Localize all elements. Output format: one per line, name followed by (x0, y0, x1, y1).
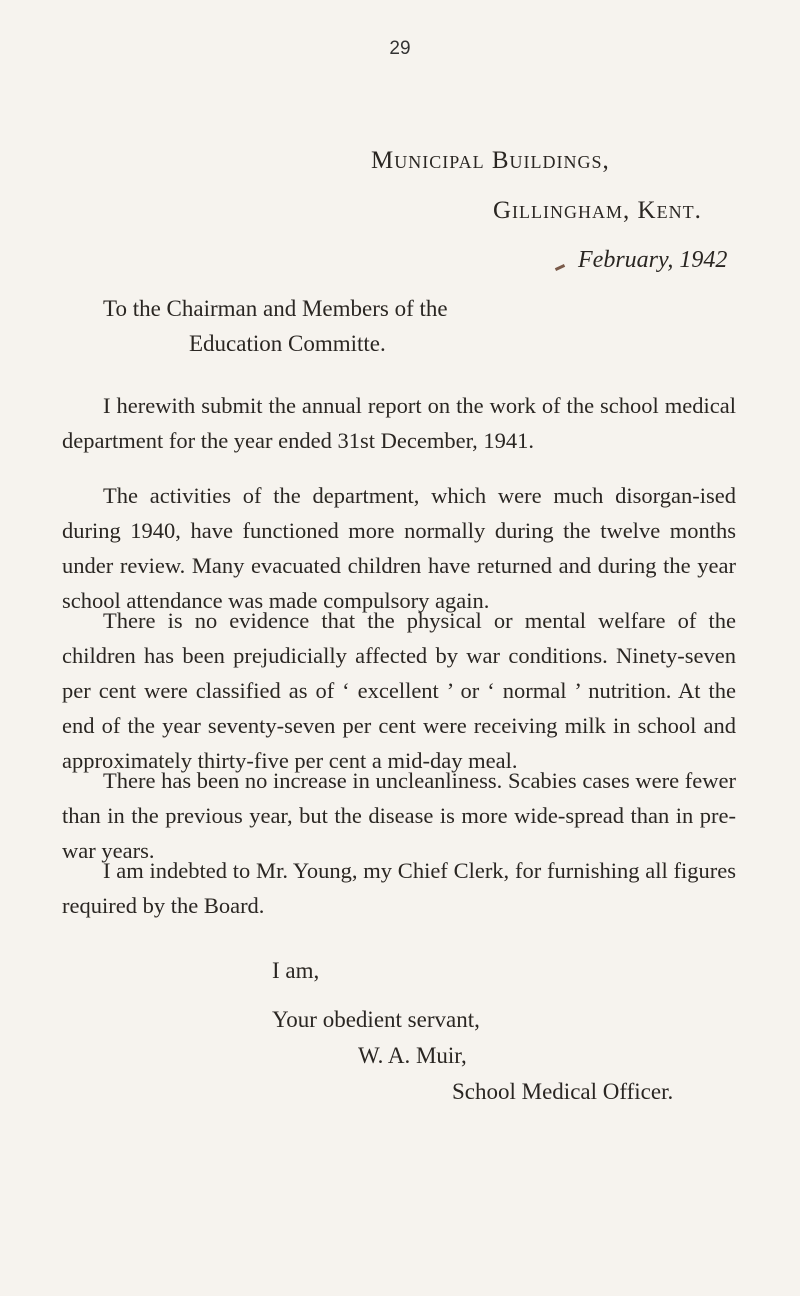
address-line-1: Municipal Buildings, (371, 147, 610, 174)
letter-date: February, 1942 (578, 247, 728, 273)
paragraph-5: I am indebted to Mr. Young, my Chief Clerk, for furnishing all figures required by the Board. (62, 858, 736, 918)
page-number: 29 (389, 38, 411, 59)
closing-salutation: I am, (272, 958, 320, 983)
recipient-line-2: Education Committe. (189, 331, 386, 356)
paragraph-1: I herewith submit the annual report on the work of the school medical department for the year ended 31st December, 1941. (62, 393, 736, 453)
signatory-name: W. A. Muir, (358, 1043, 467, 1068)
signatory-title: School Medical Officer. (452, 1079, 674, 1104)
recipient-line-1: To the Chairman and Members of the (103, 296, 448, 321)
closing-valediction: Your obedient servant, (272, 1007, 480, 1032)
paragraph-4: There has been no increase in uncleanliness. Scabies cases were fewer than in the previous year, but the disease is more wide-spread than in pre-war years. (62, 768, 736, 863)
paragraph-2: The activities of the department, which were much disorgan-ised during 1940, have functioned more normally during the twelve months under review. Many evacuated children have returned and during the year school attendance was made compulsory again. (62, 483, 736, 613)
paragraph-3: There is no evidence that the physical or mental welfare of the children has been prejudicially affected by war conditions. Ninety-seven per cent were classified as of ‘ excellent ’ or ‘ normal ’ nutrition. At the end of the year seventy-seven per cent were receiving milk in school and approximately thirty-five per cent a mid-day meal. (62, 608, 736, 773)
ink-mark (555, 264, 565, 271)
address-line-2: Gillingham, Kent. (493, 197, 702, 224)
